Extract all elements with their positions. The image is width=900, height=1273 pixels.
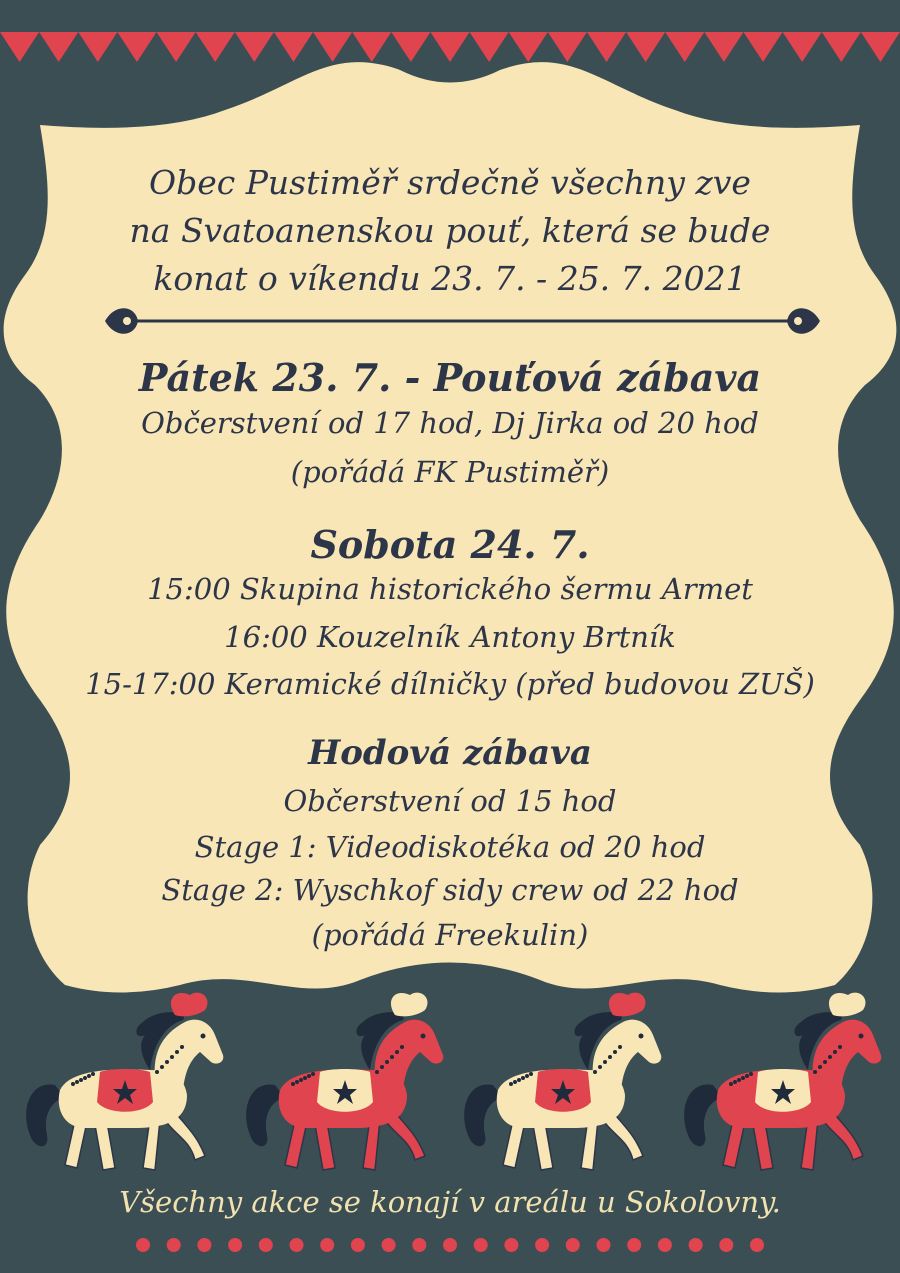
carousel-horse-icon — [26, 993, 223, 1170]
bunting-flag — [704, 32, 743, 62]
horse-row — [26, 993, 881, 1170]
bunting-flag — [352, 32, 391, 62]
bunting-flag — [78, 32, 117, 62]
border-dot — [750, 1238, 764, 1252]
border-dot — [597, 1238, 611, 1252]
intro-line-1: Obec Pustiměř srdečně všechny zve — [149, 163, 751, 202]
border-dot — [566, 1238, 580, 1252]
party-line-4: (pořádá Freekulin) — [311, 918, 589, 952]
friday-line-2: (pořádá FK Pustiměř) — [290, 455, 610, 489]
party-title: Hodová zábava — [308, 733, 592, 773]
carousel-horse-icon — [464, 993, 661, 1170]
bunting-flag — [470, 32, 509, 62]
bunting-flag — [0, 32, 39, 62]
border-dot — [443, 1238, 457, 1252]
bunting-flag — [822, 32, 861, 62]
border-dot — [290, 1238, 304, 1252]
bunting-flag — [626, 32, 665, 62]
border-dot — [382, 1238, 396, 1252]
intro-line-3: konat o víkendu 23. 7. - 25. 7. 2021 — [153, 259, 747, 298]
bunting-flag — [430, 32, 469, 62]
bunting-flag — [861, 32, 900, 62]
bunting-flag — [548, 32, 587, 62]
bunting-flag — [587, 32, 626, 62]
bunting-flag — [509, 32, 548, 62]
saturday-title: Sobota 24. 7. — [310, 522, 590, 567]
intro-line-2: na Svatoanenskou pouť, která se bude — [129, 211, 771, 250]
bunting-flag — [743, 32, 782, 62]
bunting-flag — [117, 32, 156, 62]
border-dot — [719, 1238, 733, 1252]
party-line-3: Stage 2: Wyschkof sidy crew od 22 hod — [161, 873, 739, 907]
party-line-2: Stage 1: Videodiskotéka od 20 hod — [194, 830, 706, 864]
bunting-flag — [783, 32, 822, 62]
border-dot — [412, 1238, 426, 1252]
bunting-flag — [391, 32, 430, 62]
border-dot — [320, 1238, 334, 1252]
border-dot — [167, 1238, 181, 1252]
bunting-flag — [39, 32, 78, 62]
border-dot — [504, 1238, 518, 1252]
saturday-line-2: 16:00 Kouzelník Antony Brtník — [224, 620, 676, 654]
carousel-horse-icon — [246, 993, 443, 1170]
border-dot — [474, 1238, 488, 1252]
border-dot — [228, 1238, 242, 1252]
bunting-flag — [196, 32, 235, 62]
party-line-1: Občerstvení od 15 hod — [283, 784, 617, 818]
border-dot — [351, 1238, 365, 1252]
border-dot — [627, 1238, 641, 1252]
border-dot — [136, 1238, 150, 1252]
bunting-flag — [665, 32, 704, 62]
bunting-flag — [274, 32, 313, 62]
dot-border-icon — [136, 1238, 764, 1252]
saturday-line-1: 15:00 Skupina historického šermu Armet — [147, 572, 753, 606]
footer-note: Všechny akce se konají v areálu u Sokolovny. — [119, 1185, 781, 1219]
border-dot — [535, 1238, 549, 1252]
friday-title: Pátek 23. 7. - Pouťová zábava — [138, 355, 762, 400]
friday-line-1: Občerstvení od 17 hod, Dj Jirka od 20 hod — [141, 406, 759, 440]
bunting-flags-icon — [0, 32, 900, 62]
border-dot — [197, 1238, 211, 1252]
saturday-line-3: 15-17:00 Keramické dílničky (před budovou ZUŠ) — [85, 667, 815, 701]
border-dot — [658, 1238, 672, 1252]
border-dot — [259, 1238, 273, 1252]
bunting-flag — [313, 32, 352, 62]
bunting-flag — [157, 32, 196, 62]
carousel-horse-icon — [684, 993, 881, 1170]
bunting-flag — [235, 32, 274, 62]
border-dot — [689, 1238, 703, 1252]
